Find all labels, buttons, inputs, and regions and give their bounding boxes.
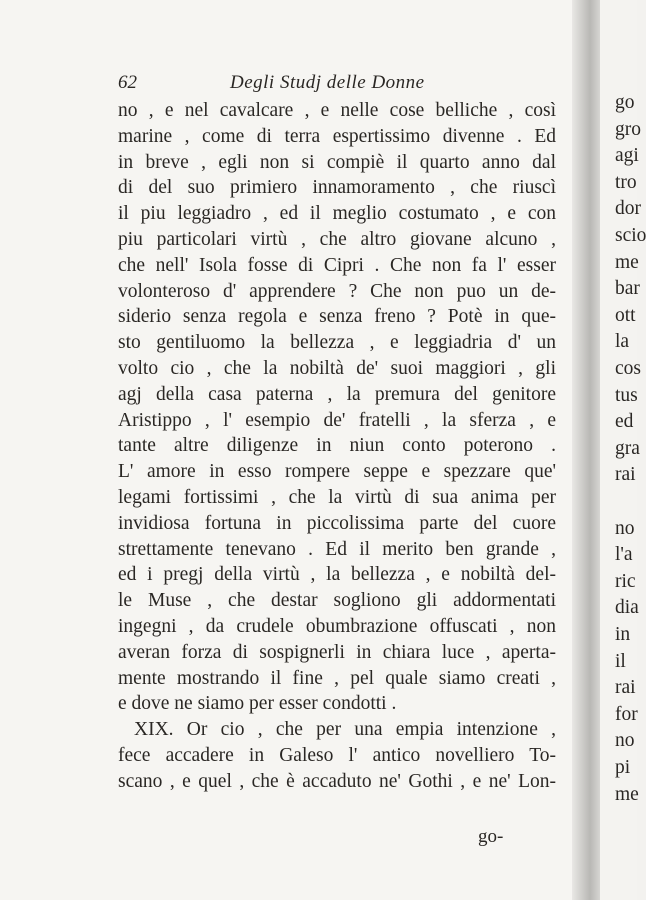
facing-text-fragment: tus [615,384,638,406]
facing-text-fragment: scio [615,225,646,246]
text-line: ed i pregj della virtù , la bellezza , e nobiltà del- [118,564,556,586]
facing-text-fragment: rai [615,677,636,699]
text-line: XIX. Or cio , che per una empia intenzione , [134,719,556,741]
facing-text-fragment: in [615,624,631,645]
facing-text-fragment: pi [615,757,631,778]
text-line: strettamente tenevano . Ed il merito ben grande , [118,538,556,560]
text-line: scano , e quel , che è accaduto ne' Gothi , e ne' Lon- [118,770,556,792]
facing-text-fragment: cos [615,358,641,379]
text-line: siderio senza regola e senza freno ? Potè in que- [118,306,556,328]
text-line: in breve , egli non si compiè il quarto anno dal [118,151,556,173]
text-line: volto cio , che la nobiltà de' suoi maggiori , gli [118,357,556,379]
running-title: Degli Studj delle Donne [230,72,425,93]
text-line: marine , come di terra espertissimo divenne . Ed [118,125,556,147]
facing-text-fragment: for [615,703,638,725]
text-line: averan forza di sospignerli in chiara luce , aperta- [118,641,556,663]
facing-text-fragment: ric [615,570,636,592]
running-header [118,70,558,98]
text-line: tante altre diligenze in niun conto poterono . [118,435,556,457]
text-line: le Muse , che destar sogliono gli addormentati [118,590,556,612]
facing-text-fragment: gra [615,437,640,459]
text-line: mente mostrando il fine , pel quale siamo creati , [118,667,556,689]
facing-text-fragment: no [615,730,635,752]
text-line: ingegni , da crudele obumbrazione offuscati , non [118,615,556,637]
facing-text-fragment: rai [615,464,636,486]
page-body-text [118,98,556,795]
catchword: go- [478,826,504,847]
text-line: piu particolari virtù , che altro giovane alcuno , [118,228,556,250]
text-line: legami fortissimi , che la virtù di sua anima per [118,486,556,508]
facing-text-fragment: l'a [615,544,633,566]
facing-text-fragment: go [615,92,635,113]
text-line: Aristippo , l' esempio de' fratelli , la sferza , e [118,409,556,431]
facing-page-fragment [600,0,646,900]
facing-text-fragment: tro [615,171,637,193]
text-line: agj della casa paterna , la premura del genitore [118,383,556,405]
facing-text-fragment: dia [615,597,639,619]
book-gutter-shadow [572,0,602,900]
text-line: L' amore in esso rompere seppe e spezzare que' [118,461,556,483]
facing-text-fragment: dor [615,198,641,220]
text-line: e dove ne siamo per esser condotti . [118,693,397,715]
text-line: invidiosa fortuna in piccolissima parte del cuore [118,512,556,534]
text-line: il piu leggiadro , ed il meglio costumato , e con [118,203,556,225]
text-line: no , e nel cavalcare , e nelle cose belliche , così [118,100,556,121]
facing-text-fragment: ed [615,411,634,433]
facing-text-fragment: no [615,517,635,539]
facing-text-fragment: il [615,650,626,672]
text-line: che nell' Isola fosse di Cipri . Che non fa l' esser [118,254,556,276]
text-line: di del suo primiero innamoramento , che riuscì [118,177,556,199]
page-number: 62 [118,72,137,93]
text-line: sto gentiluomo la bellezza , e leggiadria d' un [118,332,556,354]
text-line: volonteroso d' apprendere ? Che non puo un de- [118,280,556,302]
facing-text-fragment: agi [615,145,639,167]
facing-text-fragment: la [615,331,630,353]
facing-text-fragment: bar [615,278,640,300]
facing-text-fragment: me [615,251,639,273]
facing-text-fragment: gro [615,118,641,140]
facing-text-fragment: ott [615,304,636,326]
text-line: fece accadere in Galeso l' antico novelliero To- [118,744,556,766]
facing-text-fragment: me [615,783,639,805]
